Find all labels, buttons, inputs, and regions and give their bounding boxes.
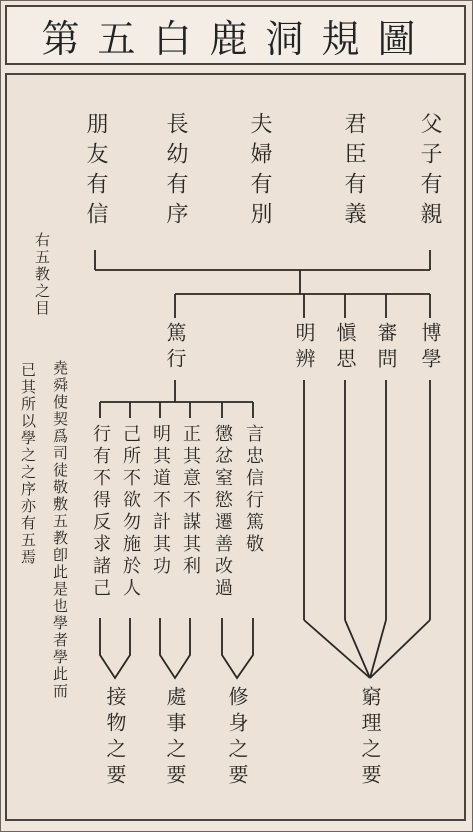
teaching-item: 君臣有義 [341, 112, 366, 232]
connector-line [304, 620, 370, 678]
result-label: 處事之要 [163, 686, 187, 790]
conduct-item: 懲忿窒慾遷善改過 [212, 424, 233, 600]
learning-step: 愼思 [333, 322, 357, 374]
connector-line [100, 618, 130, 678]
conduct-item: 己所不欲勿施於人 [120, 424, 141, 600]
teaching-item: 夫婦有別 [247, 112, 272, 232]
conduct-item: 正其意不謀其利 [180, 424, 201, 578]
result-label: 修身之要 [225, 686, 249, 790]
conduct-item: 言忠信行篤敬 [243, 424, 264, 556]
note-text-2: 已其所以學之之序亦有五焉 [19, 362, 37, 566]
connector-line [370, 620, 430, 678]
teaching-item: 長幼有序 [163, 112, 188, 232]
note-right-label: 右五教之目 [33, 232, 51, 317]
teaching-item: 父子有親 [417, 112, 442, 232]
note-text-1: 堯舜使契爲司徒敬敷五教卽此是也學者學此而 [51, 360, 69, 700]
result-label: 接物之要 [103, 686, 127, 790]
connector-line [345, 620, 370, 678]
teaching-item: 朋友有信 [83, 112, 108, 232]
connector-line [222, 618, 253, 678]
connector-line [160, 618, 190, 678]
result-label: 窮理之要 [358, 686, 382, 790]
learning-step: 博學 [418, 322, 442, 374]
learning-step: 審問 [374, 322, 398, 374]
learning-step: 篤行 [163, 322, 187, 374]
diagram-title: 第五白鹿洞規圖 [41, 16, 434, 61]
learning-step: 明辨 [292, 322, 316, 374]
conduct-item: 行有不得反求諸己 [90, 424, 111, 600]
conduct-item: 明其道不計其功 [150, 424, 171, 578]
